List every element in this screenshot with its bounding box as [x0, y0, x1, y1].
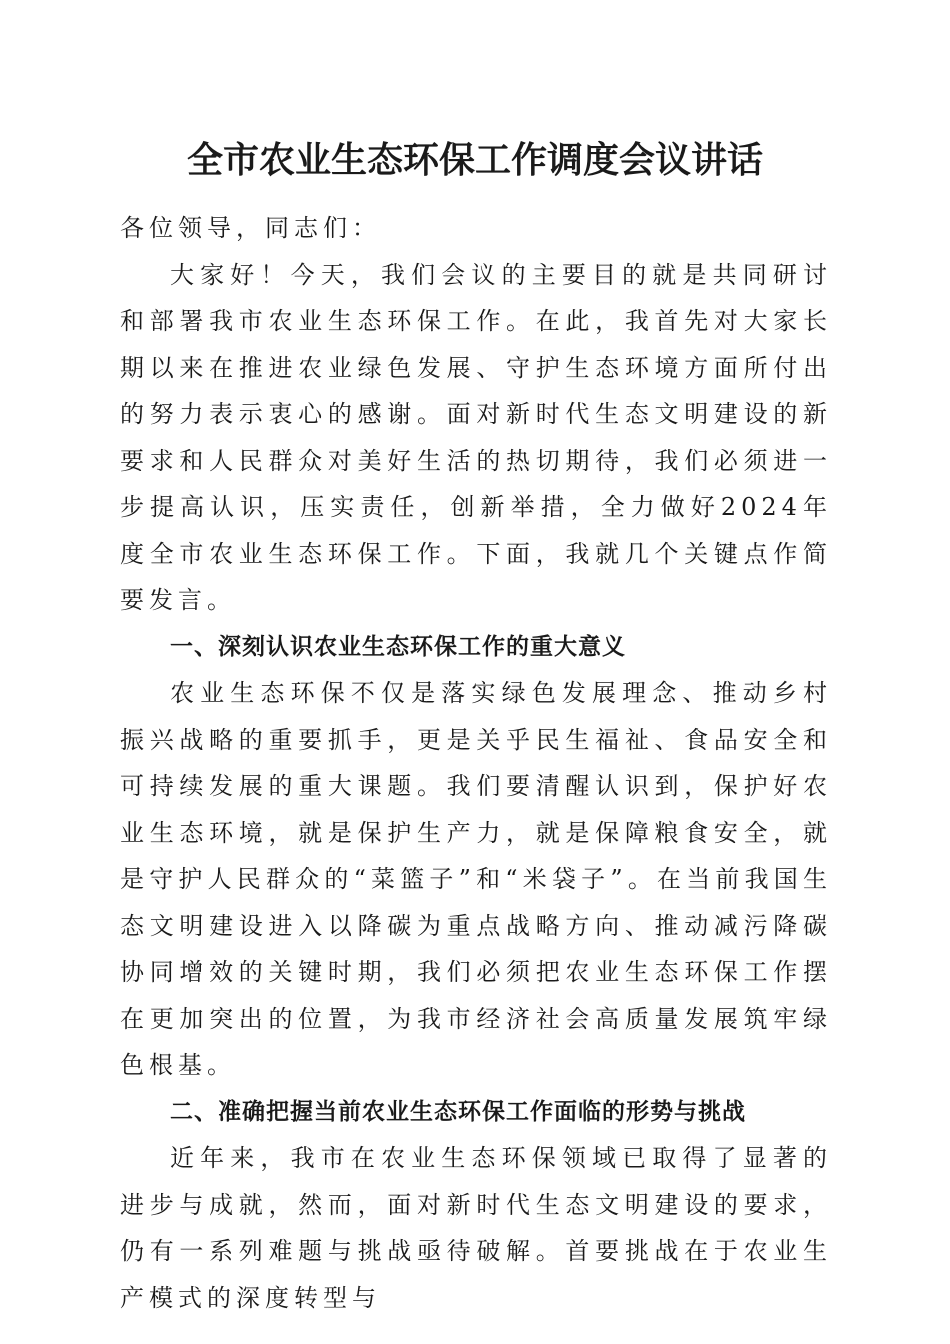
document-body	[120, 205, 832, 1321]
section-heading-1: 一、深刻认识农业生态环保工作的重大意义	[170, 633, 626, 660]
section-heading-2: 二、准确把握当前农业生态环保工作面临的形势与挑战	[170, 1098, 746, 1125]
page-title: 全市农业生态环保工作调度会议讲话	[186, 140, 763, 181]
paragraph-section-2: 近年来，我市在农业生态环保领域已取得了显著的进步与成就，然而，面对新时代生态文明建设的要求，仍有一系列难题与挑战亟待破解。首要挑战在于农业生产模式的深度转型与	[120, 1144, 832, 1312]
paragraph-intro: 大家好！今天，我们会议的主要目的就是共同研讨和部署我市农业生态环保工作。在此，我首先对大家长期以来在推进农业绿色发展、守护生态环境方面所付出的努力表示衷心的感谢。面对新时代生态文明建设的新要求和人民群众对美好生活的热切期待，我们必须进一步提高认识，压实责任，创新举措，全力做好2024年度全市农业生态环保工作。下面，我就几个关键点作简要发言。	[120, 260, 832, 614]
salutation: 各位领导，同志们：	[120, 214, 381, 242]
paragraph-section-1: 农业生态环保不仅是落实绿色发展理念、推动乡村振兴战略的重要抓手，更是关乎民生福祉、食品安全和可持续发展的重大课题。我们要清醒认识到，保护好农业生态环境，就是保护生产力，就是保障粮食安全，就是守护人民群众的“菜篮子”和“米袋子”。在当前我国生态文明建设进入以降碳为重点战略方向、推动减污降碳协同增效的关键时期，我们必须把农业生态环保工作摆在更加突出的位置，为我市经济社会高质量发展筑牢绿色根基。	[120, 679, 832, 1079]
